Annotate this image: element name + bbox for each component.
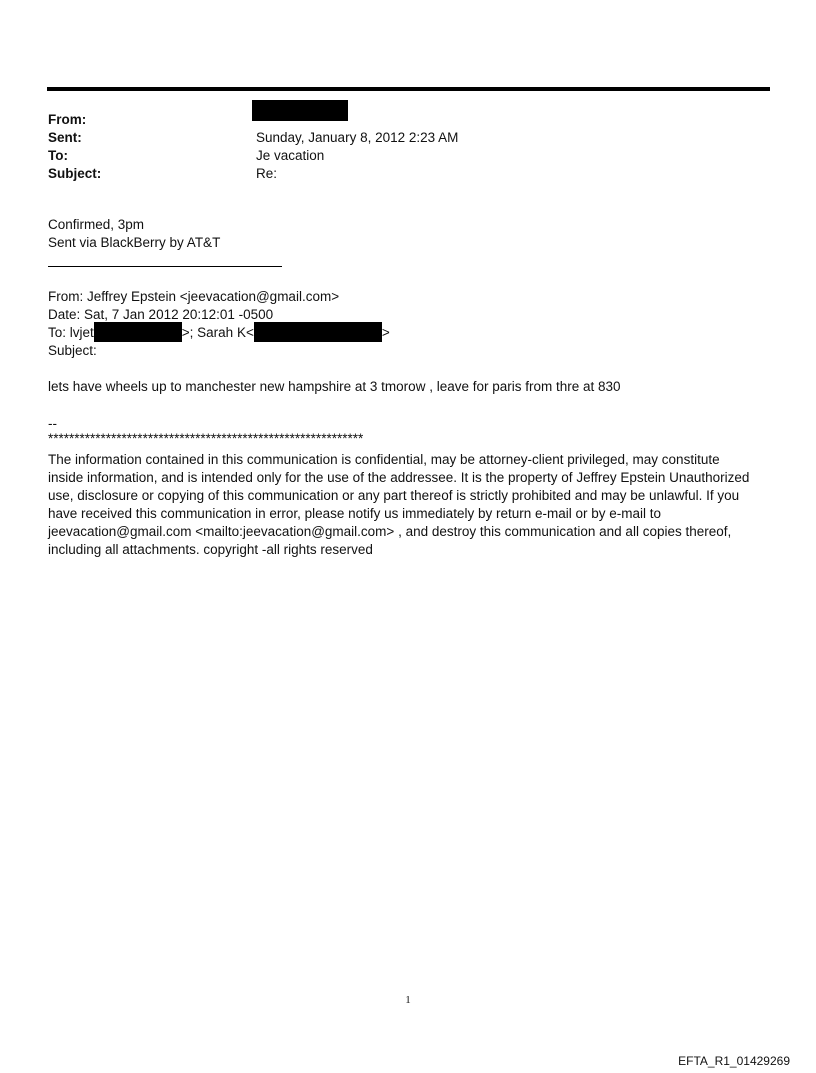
from-label: From: [48, 112, 87, 127]
email-header [48, 111, 748, 183]
orig-to-line [48, 324, 758, 342]
orig-from-line: From: Jeffrey Epstein <jeevacation@gmail.com> [48, 289, 340, 304]
sent-row [48, 129, 748, 147]
orig-subject-line: Subject: [48, 343, 97, 358]
subject-value: Re: [256, 166, 278, 181]
signature-separator [48, 415, 758, 445]
to-redaction-2 [254, 322, 382, 342]
subject-label: Subject: [48, 166, 102, 181]
to-value: Je vacation [256, 148, 325, 163]
orig-to-prefix: To: lvjet [48, 325, 94, 340]
confidentiality-notice: The information contained in this communication is confidential, may be attorney-client privileged, may constitute inside information, and is intended only for the use of the addressee. It is the property of Jeffrey Epstein Unauthorized use, disclosure or copying of this communication or any part thereof is strictly prohibited and may be unlawful. If you have received this communication in error, please notify us immediately by return e-mail or by e-mail to jeevacation@gmail.com <mailto:jeevacation@gmail.com> , and destroy this communication and all copies thereof, including all attachments. copyright -all rights reserved [48, 452, 750, 557]
orig-to-suffix: > [381, 325, 390, 340]
header-rule [47, 87, 770, 91]
quote-divider [48, 266, 282, 267]
signature-stars: ************************************************************ [48, 431, 364, 446]
page-number: 1 [405, 994, 411, 1006]
reply-line-1: Confirmed, 3pm [48, 217, 145, 232]
reply-line-2: Sent via BlackBerry by AT&T [48, 235, 221, 250]
sent-value: Sunday, January 8, 2012 2:23 AM [256, 130, 459, 145]
original-message-header [48, 288, 758, 360]
subject-row [48, 165, 748, 183]
message-body: lets have wheels up to manchester new hampshire at 3 tmorow , leave for paris from thre at 830 [48, 379, 621, 394]
from-redaction [252, 100, 348, 121]
orig-to-middle: >; Sarah K< [181, 325, 254, 340]
orig-date-line: Date: Sat, 7 Jan 2012 20:12:01 -0500 [48, 307, 274, 322]
to-redaction-1 [94, 322, 182, 342]
to-label: To: [48, 148, 68, 163]
to-row [48, 147, 748, 165]
from-row [48, 111, 748, 129]
sent-label: Sent: [48, 130, 82, 145]
signature-dashes: -- [48, 416, 57, 431]
document-id: EFTA_R1_01429269 [678, 1054, 790, 1068]
reply-body [48, 216, 758, 252]
